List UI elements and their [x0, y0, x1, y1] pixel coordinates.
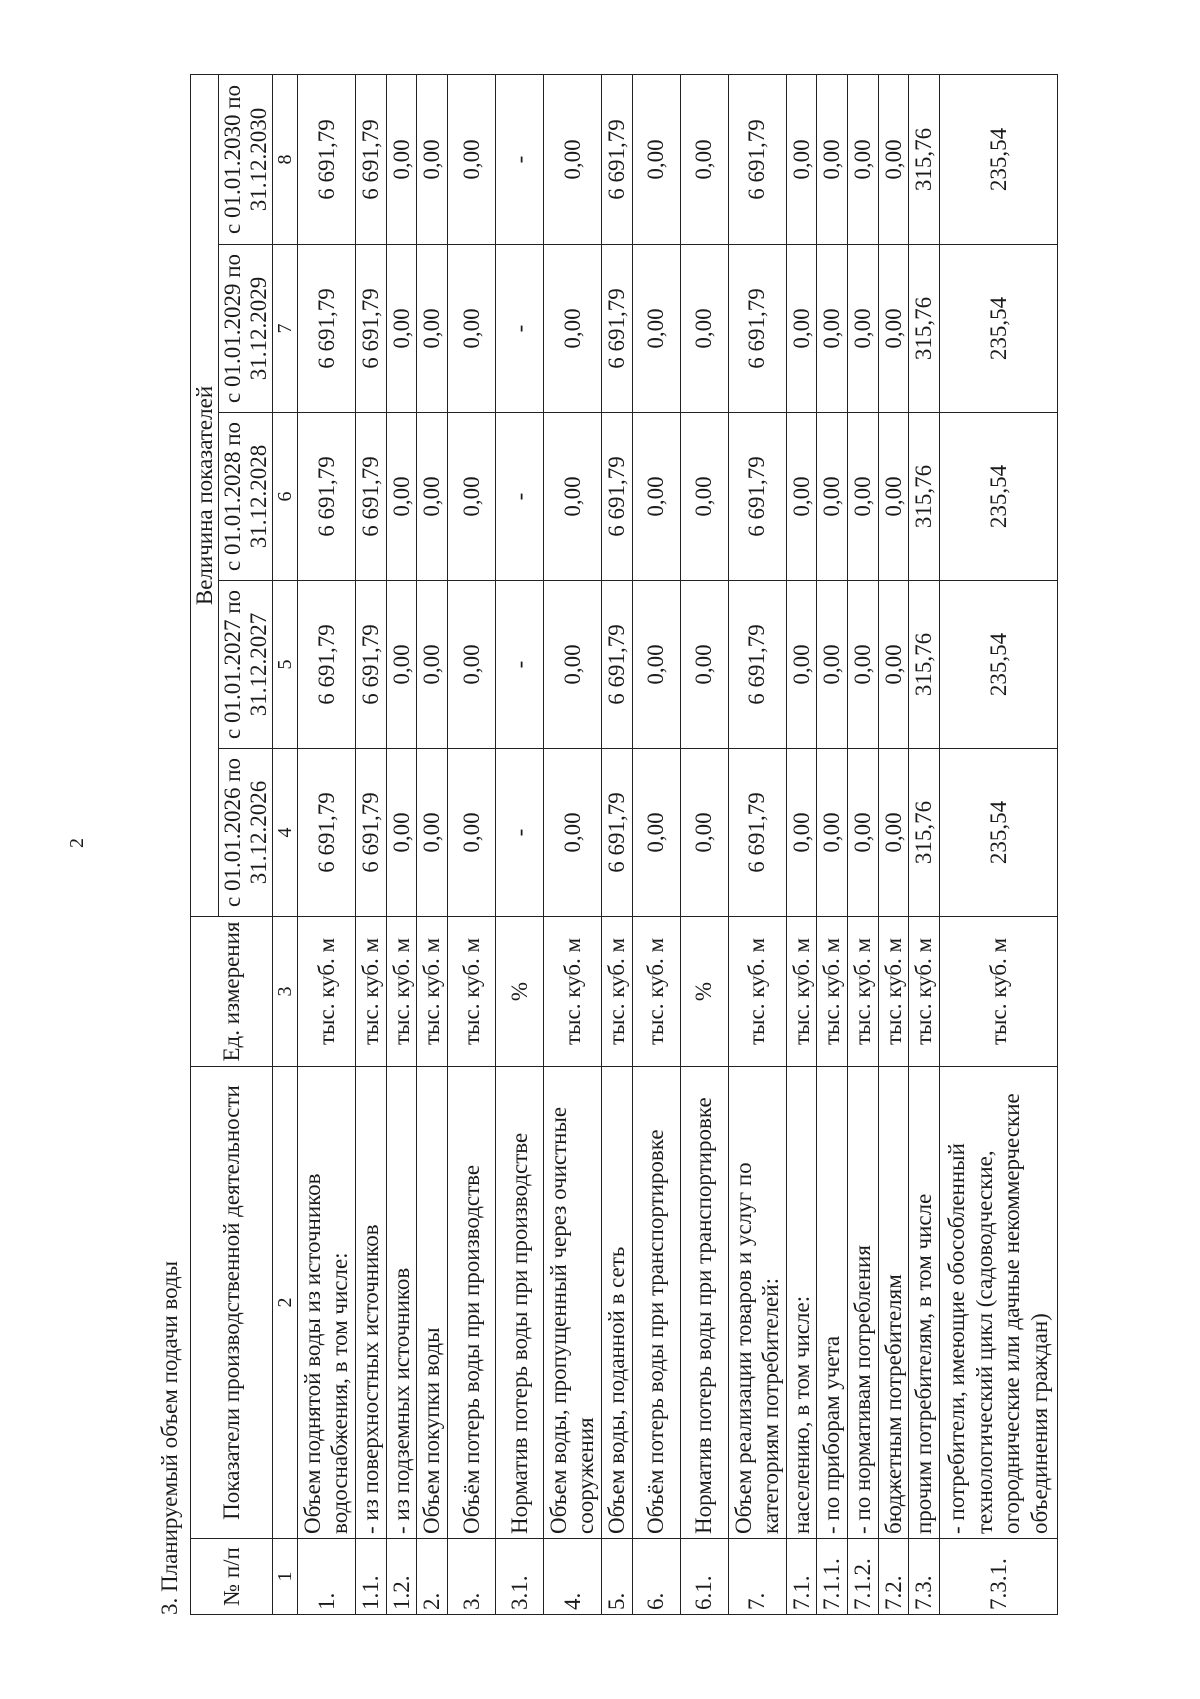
value-cell: 315,76: [909, 581, 940, 749]
unit-cell: %: [495, 917, 543, 1067]
indicator-cell: Объем поднятой воды из источников водоснабжения, в том числе:: [297, 1067, 355, 1539]
value-cell: 0,00: [817, 413, 848, 581]
col-number: 3: [272, 917, 297, 1067]
row-number-cell: 5.: [602, 1539, 633, 1615]
row-number-cell: 7.3.1.: [939, 1539, 1057, 1615]
table-row: [602, 75, 633, 1615]
value-cell: 0,00: [848, 245, 879, 413]
value-cell: 0,00: [417, 245, 448, 413]
value-cell: 0,00: [386, 75, 417, 245]
indicator-cell: Объём потерь воды при транспортировке: [632, 1067, 680, 1539]
header-values-group: Величина показателей: [191, 75, 219, 917]
rotated-page-content: [150, 75, 1090, 1615]
value-cell: 6 691,79: [297, 581, 355, 749]
value-cell: 315,76: [909, 75, 940, 245]
unit-cell: тыс. куб. м: [848, 917, 879, 1067]
page-number: 2: [66, 838, 88, 848]
table-row: [632, 75, 680, 1615]
value-cell: 235,54: [939, 245, 1057, 413]
table-row: [447, 75, 495, 1615]
table-row: [495, 75, 543, 1615]
value-cell: 0,00: [543, 749, 601, 917]
unit-cell: тыс. куб. м: [632, 917, 680, 1067]
value-cell: 0,00: [632, 245, 680, 413]
value-cell: 0,00: [447, 245, 495, 413]
row-number-cell: 1.: [297, 1539, 355, 1615]
value-cell: 0,00: [632, 413, 680, 581]
indicator-cell: Норматив потерь воды при производстве: [495, 1067, 543, 1539]
value-cell: 0,00: [786, 413, 817, 581]
table-row: [878, 75, 909, 1615]
unit-cell: тыс. куб. м: [728, 917, 786, 1067]
unit-cell: тыс. куб. м: [786, 917, 817, 1067]
value-cell: 0,00: [786, 245, 817, 413]
value-cell: 235,54: [939, 749, 1057, 917]
header-period-2029: с 01.01.2029 по 31.12.2029: [219, 245, 273, 413]
col-number: 1: [272, 1539, 297, 1615]
value-cell: 0,00: [817, 749, 848, 917]
indicator-cell: - потребители, имеющие обособленный технологический цикл (садоводческие, огороднические или дачные некоммерческие объединения граждан): [939, 1067, 1057, 1539]
indicator-cell: бюджетным потребителям: [878, 1067, 909, 1539]
value-cell: 0,00: [386, 413, 417, 581]
value-cell: 315,76: [909, 413, 940, 581]
header-indicator: Показатели производственной деятельности: [191, 1067, 273, 1539]
col-number: 6: [272, 413, 297, 581]
unit-cell: тыс. куб. м: [386, 917, 417, 1067]
indicator-cell: Норматив потерь воды при транспортировке: [680, 1067, 728, 1539]
value-cell: -: [495, 245, 543, 413]
indicator-cell: прочим потребителям, в том числе: [909, 1067, 940, 1539]
table-row: [817, 75, 848, 1615]
value-cell: 0,00: [878, 413, 909, 581]
value-cell: 6 691,79: [728, 749, 786, 917]
value-cell: 0,00: [632, 581, 680, 749]
unit-cell: тыс. куб. м: [909, 917, 940, 1067]
value-cell: 315,76: [909, 245, 940, 413]
table-row: [386, 75, 417, 1615]
col-number: 7: [272, 245, 297, 413]
value-cell: 0,00: [680, 75, 728, 245]
row-number-cell: 3.1.: [495, 1539, 543, 1615]
value-cell: 0,00: [878, 749, 909, 917]
indicator-cell: - из поверхностных источников: [356, 1067, 387, 1539]
value-cell: 0,00: [447, 749, 495, 917]
indicator-cell: - по нормативам потребления: [848, 1067, 879, 1539]
value-cell: -: [495, 581, 543, 749]
header-period-2026: с 01.01.2026 по 31.12.2026: [219, 749, 273, 917]
table-row: [909, 75, 940, 1615]
value-cell: 0,00: [680, 581, 728, 749]
value-cell: -: [495, 749, 543, 917]
value-cell: 6 691,79: [602, 413, 633, 581]
value-cell: 235,54: [939, 413, 1057, 581]
value-cell: 6 691,79: [602, 749, 633, 917]
value-cell: 0,00: [543, 413, 601, 581]
section-title: 3. Планируемый объем подачи воды: [157, 1260, 182, 1615]
row-number-cell: 3.: [447, 1539, 495, 1615]
table-row: [297, 75, 355, 1615]
row-number-cell: 7.: [728, 1539, 786, 1615]
value-cell: 6 691,79: [728, 245, 786, 413]
value-cell: 0,00: [817, 581, 848, 749]
indicator-cell: населению, в том числе:: [786, 1067, 817, 1539]
unit-cell: тыс. куб. м: [878, 917, 909, 1067]
header-period-2027: с 01.01.2027 по 31.12.2027: [219, 581, 273, 749]
value-cell: 6 691,79: [728, 581, 786, 749]
col-number: 4: [272, 749, 297, 917]
value-cell: 0,00: [878, 75, 909, 245]
table-row: [848, 75, 879, 1615]
value-cell: 6 691,79: [297, 413, 355, 581]
value-cell: 6 691,79: [356, 581, 387, 749]
row-number-cell: 6.1.: [680, 1539, 728, 1615]
water-supply-table: [190, 74, 1058, 1615]
value-cell: 235,54: [939, 75, 1057, 245]
value-cell: 0,00: [543, 245, 601, 413]
row-number-cell: 4.: [543, 1539, 601, 1615]
value-cell: 0,00: [680, 749, 728, 917]
indicator-cell: Объем воды, поданной в сеть: [602, 1067, 633, 1539]
value-cell: 0,00: [543, 581, 601, 749]
value-cell: 0,00: [848, 749, 879, 917]
value-cell: 0,00: [632, 749, 680, 917]
value-cell: 0,00: [447, 581, 495, 749]
value-cell: 0,00: [848, 413, 879, 581]
value-cell: 0,00: [417, 75, 448, 245]
row-number-cell: 6.: [632, 1539, 680, 1615]
table-row: [680, 75, 728, 1615]
indicator-cell: - по приборам учета: [817, 1067, 848, 1539]
row-number-cell: 7.1.: [786, 1539, 817, 1615]
column-number-row: [272, 75, 297, 1615]
value-cell: 6 691,79: [356, 413, 387, 581]
value-cell: 6 691,79: [602, 75, 633, 245]
header-period-2028: с 01.01.2028 по 31.12.2028: [219, 413, 273, 581]
value-cell: -: [495, 75, 543, 245]
row-number-cell: 7.2.: [878, 1539, 909, 1615]
value-cell: 6 691,79: [602, 245, 633, 413]
value-cell: 0,00: [543, 75, 601, 245]
value-cell: 0,00: [786, 75, 817, 245]
value-cell: 0,00: [786, 749, 817, 917]
value-cell: 0,00: [680, 413, 728, 581]
indicator-cell: Объем воды, пропущенный через очистные сооружения: [543, 1067, 601, 1539]
value-cell: 0,00: [817, 245, 848, 413]
value-cell: 235,54: [939, 581, 1057, 749]
value-cell: 0,00: [417, 413, 448, 581]
value-cell: 6 691,79: [728, 413, 786, 581]
row-number-cell: 7.3.: [909, 1539, 940, 1615]
value-cell: 6 691,79: [728, 75, 786, 245]
unit-cell: тыс. куб. м: [297, 917, 355, 1067]
value-cell: 0,00: [878, 581, 909, 749]
unit-cell: тыс. куб. м: [356, 917, 387, 1067]
table-body: [297, 75, 1057, 1615]
unit-cell: тыс. куб. м: [543, 917, 601, 1067]
table-row: [728, 75, 786, 1615]
row-number-cell: 7.1.1.: [817, 1539, 848, 1615]
col-number: 5: [272, 581, 297, 749]
table-row: [939, 75, 1057, 1615]
value-cell: 0,00: [386, 581, 417, 749]
value-cell: 6 691,79: [297, 75, 355, 245]
table-row: [356, 75, 387, 1615]
value-cell: 6 691,79: [356, 749, 387, 917]
indicator-cell: Объём потерь воды при производстве: [447, 1067, 495, 1539]
col-number: 8: [272, 75, 297, 245]
table-row: [543, 75, 601, 1615]
row-number-cell: 2.: [417, 1539, 448, 1615]
value-cell: 0,00: [386, 245, 417, 413]
value-cell: -: [495, 413, 543, 581]
header-unit: Ед. измерения: [191, 917, 273, 1067]
header-period-2030: с 01.01.2030 по 31.12.2030: [219, 75, 273, 245]
value-cell: 6 691,79: [356, 75, 387, 245]
value-cell: 0,00: [878, 245, 909, 413]
indicator-cell: Объем покупки воды: [417, 1067, 448, 1539]
col-number: 2: [272, 1067, 297, 1539]
row-number-cell: 1.2.: [386, 1539, 417, 1615]
header-row-1: [191, 75, 219, 1615]
value-cell: 6 691,79: [602, 581, 633, 749]
unit-cell: %: [680, 917, 728, 1067]
unit-cell: тыс. куб. м: [447, 917, 495, 1067]
indicator-cell: Объем реализации товаров и услуг по категориям потребителей:: [728, 1067, 786, 1539]
value-cell: 0,00: [447, 413, 495, 581]
table-row: [786, 75, 817, 1615]
value-cell: 0,00: [447, 75, 495, 245]
value-cell: 6 691,79: [297, 245, 355, 413]
value-cell: 0,00: [386, 749, 417, 917]
value-cell: 315,76: [909, 749, 940, 917]
unit-cell: тыс. куб. м: [602, 917, 633, 1067]
unit-cell: тыс. куб. м: [417, 917, 448, 1067]
value-cell: 0,00: [848, 75, 879, 245]
unit-cell: тыс. куб. м: [939, 917, 1057, 1067]
row-number-cell: 7.1.2.: [848, 1539, 879, 1615]
unit-cell: тыс. куб. м: [817, 917, 848, 1067]
table-row: [417, 75, 448, 1615]
value-cell: 0,00: [817, 75, 848, 245]
value-cell: 0,00: [848, 581, 879, 749]
value-cell: 6 691,79: [297, 749, 355, 917]
value-cell: 0,00: [632, 75, 680, 245]
value-cell: 0,00: [786, 581, 817, 749]
row-number-cell: 1.1.: [356, 1539, 387, 1615]
indicator-cell: - из подземных источников: [386, 1067, 417, 1539]
value-cell: 0,00: [680, 245, 728, 413]
value-cell: 0,00: [417, 749, 448, 917]
value-cell: 6 691,79: [356, 245, 387, 413]
header-no: № п/п: [191, 1539, 273, 1615]
value-cell: 0,00: [417, 581, 448, 749]
